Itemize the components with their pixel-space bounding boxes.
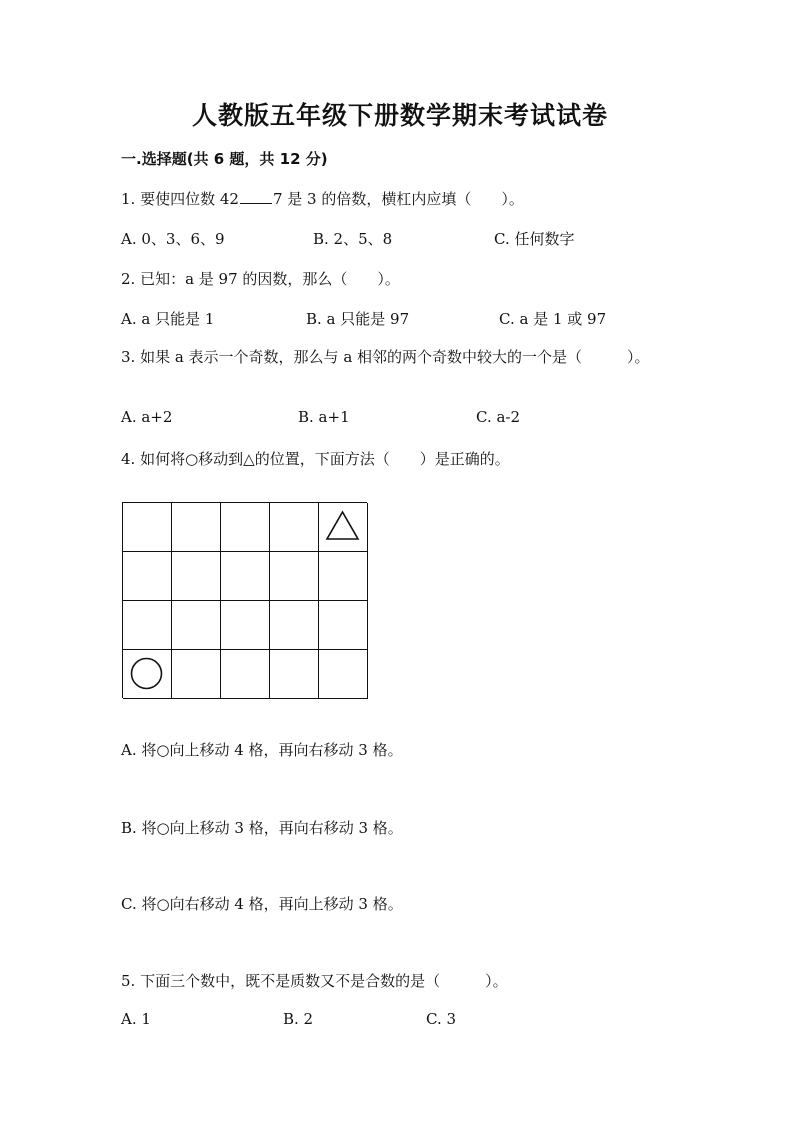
question-1-option-b: B. 2、5、8 [313,230,393,248]
question-2-stem: 2. 已知：a 是 97 的因数，那么（ ）。 [121,270,400,288]
section-heading: 一.选择题(共 6 题，共 12 分) [121,150,328,168]
movement-grid [122,502,367,698]
grid-cell [270,601,319,650]
question-1-stem-part1: 1. 要使四位数 42 [121,190,239,208]
question-1-stem-part2: 7 是 3 的倍数，横杠内应填（ ）。 [272,190,524,208]
grid-cell [172,650,221,699]
grid-cell [270,650,319,699]
answer-blank [240,191,272,204]
grid-cell [123,552,172,601]
grid-cell [319,503,368,552]
grid-cell [270,503,319,552]
grid-cell [319,650,368,699]
grid-cell [172,601,221,650]
question-1-option-a: A. 0、3、6、9 [121,230,225,248]
question-4-option-b: B. 将○向上移动 3 格，再向右移动 3 格。 [121,819,403,837]
grid-cell [221,552,270,601]
question-5-stem: 5. 下面三个数中，既不是质数又不是合数的是（ ）。 [121,972,508,990]
question-4-option-a: A. 将○向上移动 4 格，再向右移动 3 格。 [121,741,403,759]
grid-cell [319,601,368,650]
question-2-option-a: A. a 只能是 1 [121,310,215,328]
question-5-option-a: A. 1 [121,1010,151,1028]
grid-cell [270,552,319,601]
question-1-stem [121,188,524,209]
question-5-option-c: C. 3 [426,1010,457,1028]
grid-cell [172,503,221,552]
question-4-stem: 4. 如何将○移动到△的位置，下面方法（ ）是正确的。 [121,450,510,468]
question-1-option-c: C. 任何数字 [494,230,575,248]
grid-cell [172,552,221,601]
question-3-option-c: C. a-2 [476,408,521,426]
grid-cell [221,601,270,650]
question-5-option-b: B. 2 [283,1010,314,1028]
page-title: 人教版五年级下册数学期末考试试卷 [191,101,608,130]
question-3-option-a: A. a+2 [121,408,173,426]
question-2-option-c: C. a 是 1 或 97 [499,310,607,328]
question-2-option-b: B. a 只能是 97 [306,310,410,328]
question-3-option-b: B. a+1 [298,408,350,426]
triangle-icon [319,503,366,550]
circle-icon [123,650,170,697]
question-3-stem: 3. 如果 a 表示一个奇数，那么与 a 相邻的两个奇数中较大的一个是（ ）。 [121,348,650,366]
question-4-option-c: C. 将○向右移动 4 格，再向上移动 3 格。 [121,895,403,913]
grid-cell [123,601,172,650]
grid-cell [123,650,172,699]
grid-cell [221,503,270,552]
grid-cell [123,503,172,552]
grid-cell [221,650,270,699]
grid-cell [319,552,368,601]
